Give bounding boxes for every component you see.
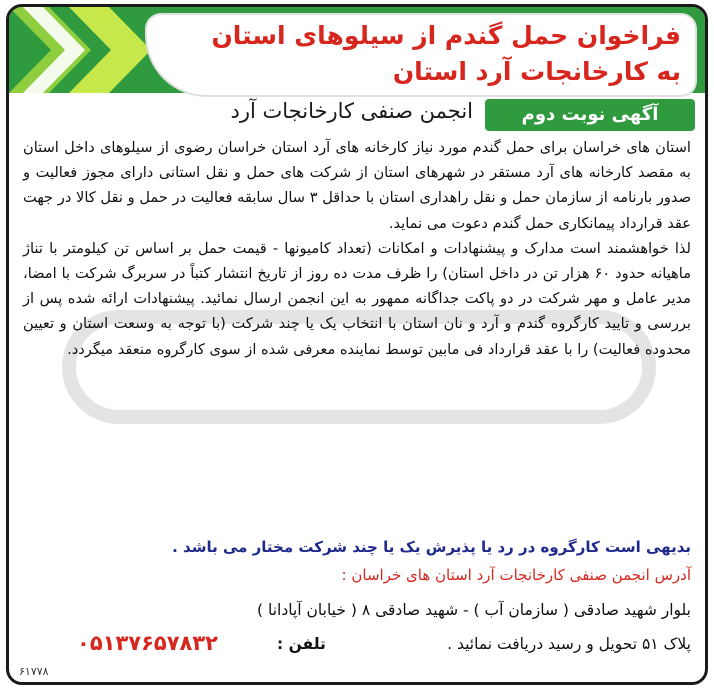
ad-body	[23, 135, 691, 362]
chevron-decoration-icon-2	[69, 7, 159, 93]
address-line-2: پلاک ۵۱ تحویل و رسید دریافت نمائید .	[447, 635, 691, 653]
ad-frame	[6, 4, 708, 685]
ad-code: ۶۱۷۷۸	[19, 665, 49, 678]
address-line-1: بلوار شهید صادقی ( سازمان آب ) - شهید صادقی ۸ ( خیابان آپادانا )	[257, 601, 691, 619]
page-subtitle: به کارخانجات آرد استان	[392, 57, 681, 86]
round-badge: آگهی نوبت دوم	[485, 99, 695, 131]
organization-name: انجمن صنفی کارخانجات آرد	[230, 99, 473, 123]
phone-label: تلفن :	[277, 635, 326, 653]
notice-line: بدیهی است کارگروه در رد یا پذیرش یک یا چند شرکت مختار می باشد .	[172, 538, 691, 556]
page-title: فراخوان حمل گندم از سیلوهای استان	[211, 21, 681, 50]
phone-number: ۰۵۱۳۷۶۵۷۸۳۲	[77, 631, 218, 655]
body-paragraph-1: استان های خراسان برای حمل گندم مورد نیاز کارخانه های آرد استان خراسان رضوی از سیلوهای داخل استان به مقصد کارخانه های آرد مستقر در شهرهای استان از شرکت های حمل و نقل استانی دارای مجوز فعالیت و صدور بارنامه از سازمان حمل و نقل راهداری استان با حداقل ۳ سال سابقه فعالیت در حمل و نقل کالا در جهت عقد قرارداد پیمانکاری حمل گندم دعوت می نماید.	[23, 139, 691, 232]
address-title: آدرس انجمن صنفی کارخانجات آرد استان های خراسان :	[341, 566, 691, 584]
title-card	[147, 15, 695, 95]
body-paragraph-2: لذا خواهشمند است مدارک و پیشنهادات و امکانات (تعداد کامیونها - قیمت حمل بر اساس تن کیلومتر با تناژ ماهیانه حدود ۶۰ هزار تن در داخل استان) را ظرف مدت ده روز از تاریخ انتشار کتباً در سربرگ شرکت با امضا، مدیر عامل و مهر شرکت در دو پاکت جداگانه ممهور به این انجمن ارسال نمائید. پیشنهادات ارائه شده پس از بررسی و تایید کارگروه گندم و آرد و نان استان با انتخاب یک یا چند شرکت (با توجه به وسعت استان و تعیین محدوده فعالیت) را با عقد قرارداد فی مابین توسط نماینده معرفی شده از سوی کارگروه منعقد میگردد.	[23, 239, 692, 358]
